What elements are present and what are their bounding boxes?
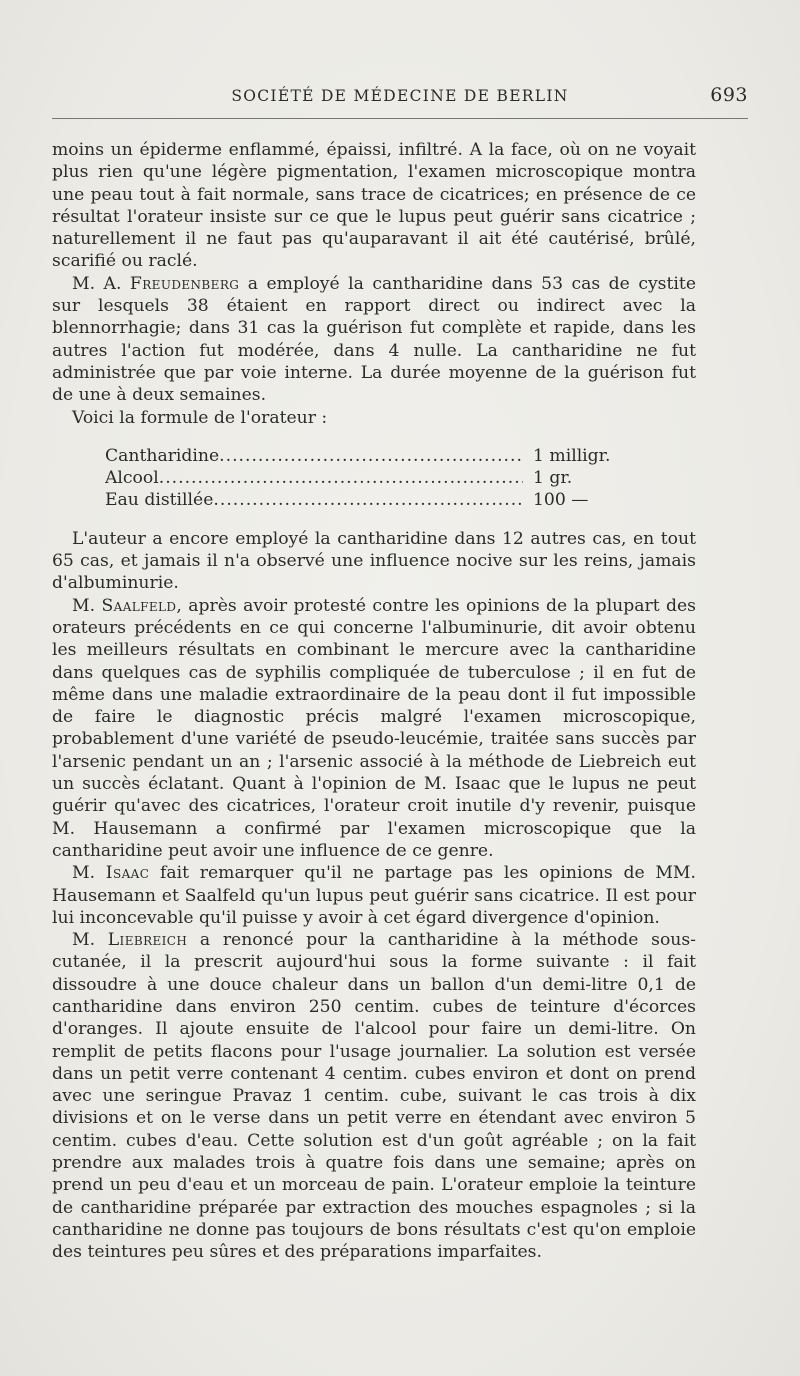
paragraph-text: a employé la cantharidine dans 53 cas de cystite sur lesquels 38 étaient en rapport direct ou indirect avec la blennorrhagie; dans 31 cas la guérison fut complète et rapide, dans les autres l'action fut modérée, dans 4 nulle. La cantharidine ne fut administrée que par voie interne. La durée moyenne de la guérison fut de une à deux semaines. (52, 273, 696, 406)
dot-leader (213, 490, 523, 510)
paragraph-freudenberg (52, 273, 696, 407)
formula-ingredient: Cantharidine (105, 445, 220, 466)
formula-row (105, 445, 646, 467)
formula-row (105, 489, 646, 511)
speaker-name: Freudenberg (129, 273, 240, 294)
paragraph-continuation: moins un épiderme enflammé, épaissi, infiltré. A la face, où on ne voyait plus rien qu'une légère pigmentation, l'examen microscopique montra une peau tout à fait normale, sans trace de cicatrices; en présence de ce résultat l'orateur insiste sur ce que le lupus peut guérir sans cicatrice ; naturellement il ne faut pas qu'auparavant il ait été cautérisé, brûlé, scarifié ou raclé. (52, 140, 696, 272)
formula-quantity: 1 gr. (533, 468, 573, 489)
speaker-prefix: M. (72, 595, 102, 616)
running-title: SOCIÉTÉ DE MÉDECINE DE BERLIN (231, 87, 569, 105)
paragraph-liebreich (52, 929, 696, 1263)
speaker-name: Liebreich (107, 930, 188, 951)
paragraph-text: fait remarquer qu'il ne partage pas les opinions de MM. Hausemann et Saalfeld qu'un lupus peut guérir sans cicatrice. Il est pour lui inconcevable qu'il puisse y avoir à cet égard divergence d'opinion. (52, 863, 696, 928)
formula-row (105, 467, 646, 489)
page-number: 693 (710, 84, 748, 106)
formula-quantity: 1 milligr. (533, 445, 611, 466)
formula-quantity: 100 — (533, 490, 589, 511)
article-body (52, 139, 696, 1264)
paragraph-results: L'auteur a encore employé la cantharidine dans 12 autres cas, en tout 65 cas, et jamais il n'a observé une influence nocive sur les reins, jamais d'albuminurie. (52, 528, 696, 594)
formula-table (105, 445, 646, 512)
speaker-prefix: M. (72, 863, 106, 884)
formula-ingredient: Alcool (105, 468, 159, 489)
header-rule (52, 118, 748, 119)
formula-ingredient: Eau distillée (105, 490, 214, 511)
speaker-name: Isaac (105, 863, 150, 884)
running-header (52, 84, 748, 110)
dot-leader (219, 446, 523, 466)
speaker-prefix: M. (72, 930, 108, 951)
speaker-prefix: M. A. (72, 273, 130, 294)
paragraph-isaac (52, 862, 696, 929)
paragraph-text: a renoncé pour la cantharidine à la méthode sous-cutanée, il la prescrit aujourd'hui sous la forme suivante : il fait dissoudre à une douce chaleur dans un ballon d'un demi-litre 0,1 de cantharidine dans environ 250 centim. cubes de teinture d'écorces d'oranges. Il ajoute ensuite de l'alcool pour faire un demi-litre. On remplit de petits flacons pour l'usage journalier. La solution est versée dans un petit verre contenant 4 centim. cubes environ et dont on prend avec une seringue Pravaz 1 centim. cube, suivant le cas trois à dix divisions et on le verse dans un petit verre en étendant avec environ 5 centim. cubes d'eau. Cette solution est d'un goût agréable ; on la fait prendre aux malades trois à quatre fois dans une semaine; après on prend un peu d'eau et un morceau de pain. L'orateur emploie la teinture de cantharidine préparée par extraction des mouches espagnoles ; si la cantharidine ne donne pas toujours de bons résultats c'est qu'on emploie des teintures peu sûres et des préparations imparfaites. (52, 930, 696, 1263)
paragraph-formula-intro: Voici la formule de l'orateur : (72, 407, 328, 428)
speaker-name: Saalfeld (101, 595, 177, 616)
paragraph-saalfeld (52, 595, 696, 863)
paragraph-text: , après avoir protesté contre les opinions de la plupart des orateurs précédents en ce qui concerne l'albuminurie, dit avoir obtenu les meilleurs résultats en combinant le mercure avec la cantharidine dans quelques cas de syphilis compliquée de tuberculose ; il en fut de même dans une maladie extraordinaire de la peau dont il fut impossible de faire le diagnostic précis malgré l'examen microscopique, probablement d'une variété de pseudo-leucémie, traitée sans succès par l'arsenic pendant un an ; l'arsenic associé à la méthode de Liebreich eut un succès éclatant. Quant à l'opinion de M. Isaac que le lupus ne peut guérir qu'avec des cicatrices, l'orateur croit inutile d'y revenir, puisque M. Hausemann a confirmé par l'examen microscopique que la cantharidine peut avoir une influence de ce genre. (52, 595, 697, 861)
dot-leader (159, 468, 523, 488)
